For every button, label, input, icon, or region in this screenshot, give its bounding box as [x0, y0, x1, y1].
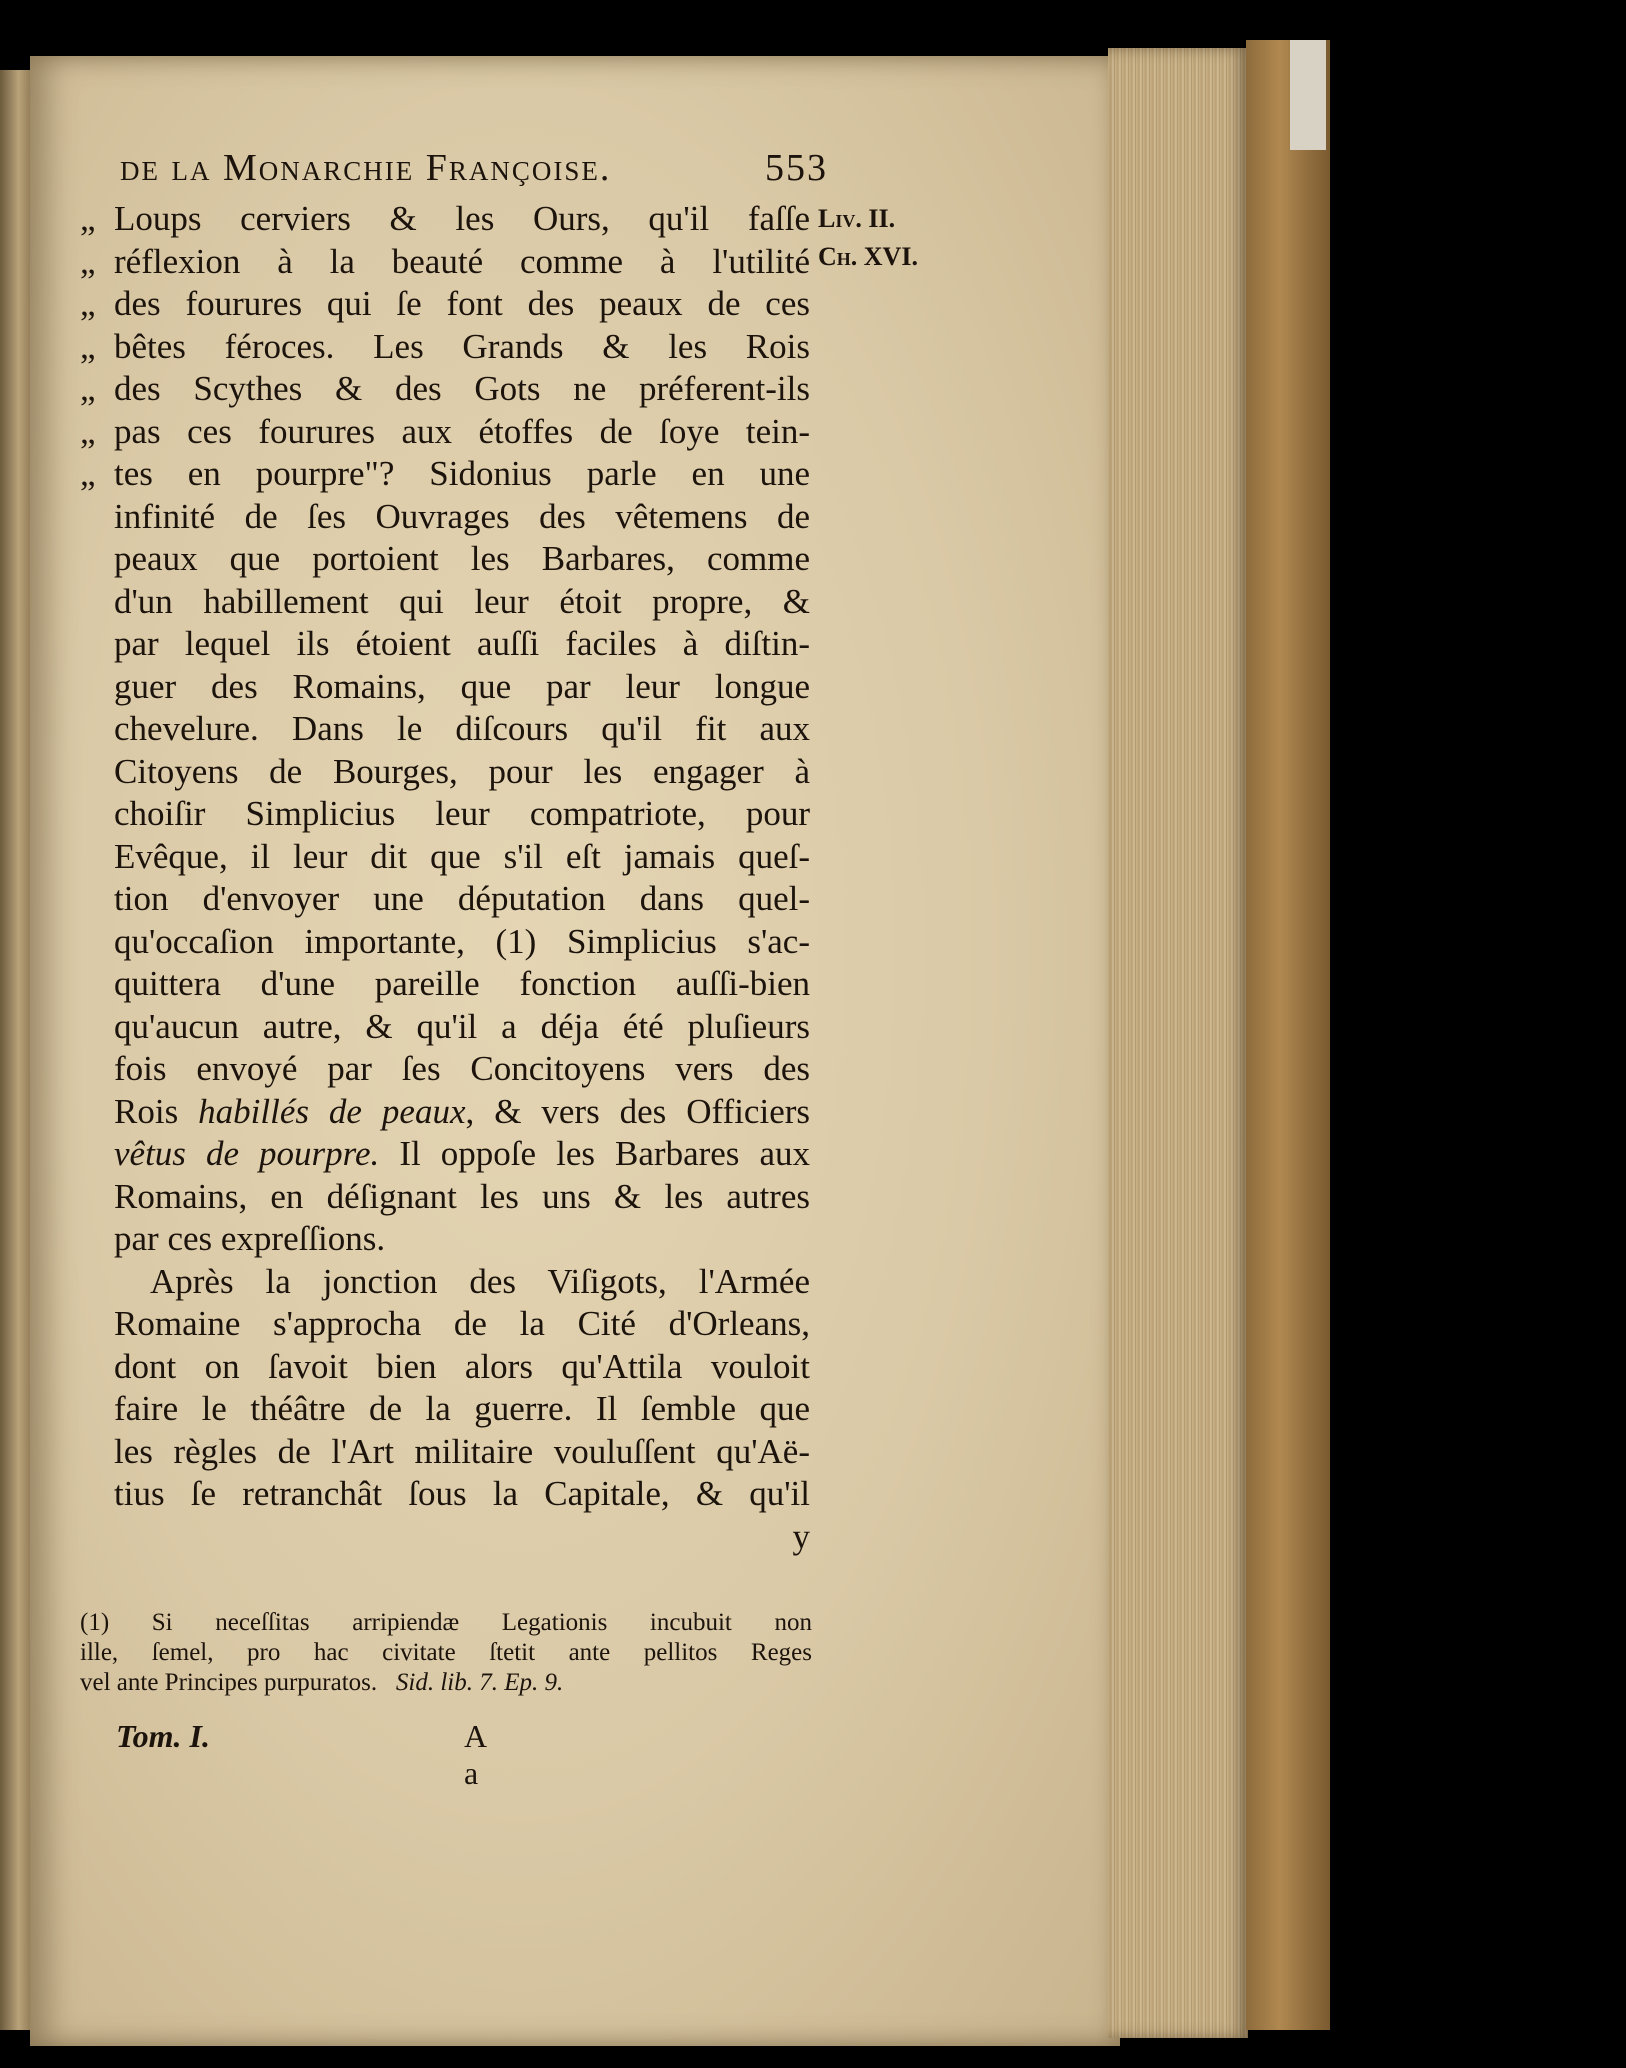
italic-phrase: habillés de peaux: [198, 1091, 466, 1131]
line-text-segment: Il oppoſe les Barbares aux: [379, 1134, 810, 1173]
quote-mark: [80, 538, 114, 581]
quote-mark: „: [80, 199, 96, 238]
text-line: [80, 1303, 810, 1346]
cover-tear: [1290, 40, 1326, 150]
text-line: [80, 496, 810, 539]
book-cover: [1246, 40, 1330, 2030]
footnote-reference: Sid. lib. 7. Ep. 9.: [395, 1669, 564, 1696]
line-text: guer des Romains, que par leur longue: [114, 666, 810, 706]
line-text: qu'occaſion importante, (1) Simplicius s'ac-: [114, 921, 810, 961]
line-text: dont on ſavoit bien alors qu'Attila vouloit: [114, 1346, 810, 1386]
line-text: des fourures qui ſe font des peaux de ces: [114, 284, 810, 323]
line-text: Romaine s'approcha de la Cité d'Orleans,: [114, 1304, 810, 1343]
footnote-text: vel ante Principes purpuratos.: [80, 1669, 378, 1696]
text-line: [80, 1431, 810, 1474]
text-line: [80, 198, 810, 241]
quote-mark: [80, 921, 114, 964]
quote-mark: [80, 1218, 114, 1261]
quote-mark: [80, 1431, 114, 1474]
line-text: pas ces fourures aux étoffes de ſoye tein-: [114, 411, 810, 451]
line-text: chevelure. Dans le diſcours qu'il fit aux: [114, 709, 810, 748]
line-text: Evêque, il leur dit que s'il eſt jamais queſ-: [114, 836, 810, 876]
line-text: par ces expreſſions.: [114, 1219, 386, 1258]
text-line: [80, 623, 810, 666]
quote-mark: „: [80, 284, 96, 323]
text-line: [80, 368, 810, 411]
line-text: [114, 1133, 810, 1176]
line-text: quittera d'une pareille fonction auſſi-bien: [114, 964, 810, 1003]
line-text: infinité de ſes Ouvrages des vêtemens de: [114, 496, 810, 536]
text-line: [80, 581, 810, 624]
quote-mark: [80, 581, 114, 624]
text-line: [80, 878, 810, 921]
text-line: [80, 1176, 810, 1219]
text-line: [80, 666, 810, 709]
text-line: [80, 1006, 810, 1049]
text-line: [80, 1516, 810, 1559]
line-text: les règles de l'Art militaire vouluſſent qu'Aë-: [114, 1431, 810, 1471]
text-line: [80, 241, 810, 284]
quote-mark: [80, 1091, 114, 1134]
quote-mark: [80, 836, 114, 879]
volume-mark: Tom. I.: [116, 1718, 210, 1754]
margin-note-chapter: Ch. XVI.: [818, 242, 918, 271]
text-line: [80, 453, 810, 496]
page-block-edges: [1108, 48, 1248, 2038]
line-text: peaux que portoient les Barbares, comme: [114, 539, 810, 578]
line-text: tius ſe retranchât ſous la Capitale, & qu'il: [114, 1474, 810, 1513]
body-text: [80, 198, 810, 1558]
line-text: des Scythes & des Gots ne préferent-ils: [114, 369, 810, 408]
text-line: [80, 793, 810, 836]
footnote-line: (1) Si neceſſitas arripiendæ Legationis incubuit non: [80, 1609, 812, 1636]
text-line: [80, 1048, 810, 1091]
margin-note: [818, 200, 918, 276]
line-text: d'un habillement qui leur étoit propre, &: [114, 581, 810, 621]
margin-note-book: Liv. II.: [818, 204, 896, 233]
signature-line: [116, 1718, 486, 1791]
text-line: [80, 963, 810, 1006]
text-line: [80, 708, 810, 751]
quote-mark: „: [80, 454, 96, 493]
line-text: Romains, en déſignant les uns & les autres: [114, 1176, 810, 1216]
quote-mark: [80, 666, 114, 709]
line-text: tion d'envoyer une députation dans quel-: [114, 879, 810, 918]
quote-mark: [80, 1048, 114, 1091]
text-line: [80, 836, 810, 879]
quote-mark: „: [80, 411, 96, 451]
text-line: [80, 283, 810, 326]
line-text: qu'aucun autre, & qu'il a déja été pluſieurs: [114, 1006, 810, 1046]
line-text: fois envoyé par ſes Concitoyens vers des: [114, 1049, 810, 1088]
quote-mark: [80, 496, 114, 539]
quote-mark: [80, 1261, 114, 1304]
facing-page-edge: [0, 70, 34, 2030]
line-text: par lequel ils étoient auſſi faciles à diſtin-: [114, 624, 810, 663]
line-text: Citoyens de Bourges, pour les engager à: [114, 751, 810, 791]
italic-phrase: vêtus de pourpre.: [114, 1134, 380, 1173]
line-text: Après la jonction des Viſigots, l'Armée: [150, 1261, 810, 1301]
quote-mark: [80, 623, 114, 666]
footnote-line: ille, ſemel, pro hac civitate ſtetit ante pellitos Reges: [80, 1639, 812, 1666]
page-number: 553: [765, 147, 828, 189]
text-line: [80, 751, 810, 794]
line-text: [114, 1091, 810, 1134]
text-line: [80, 1133, 810, 1176]
text-line: [80, 921, 810, 964]
text-line: [80, 1091, 810, 1134]
line-text: choiſir Simplicius leur compatriote, pour: [114, 794, 810, 833]
line-text-segment: , & vers des Officiers: [465, 1091, 810, 1131]
footnote-line: [80, 1668, 812, 1698]
quote-mark: [80, 878, 114, 921]
line-text: Loups cerviers & les Ours, qu'il faſſe: [114, 199, 810, 238]
quote-mark: [80, 1303, 114, 1346]
line-text: faire le théâtre de la guerre. Il ſemble que: [114, 1389, 810, 1428]
quote-mark: [80, 708, 114, 751]
quote-mark: [80, 1516, 114, 1559]
gathering-mark: A a: [464, 1718, 486, 1791]
text-line: [80, 1473, 810, 1516]
line-text: y: [792, 1516, 810, 1556]
text-line: [80, 1346, 810, 1389]
quote-mark: [80, 793, 114, 836]
quote-mark: „: [80, 369, 96, 408]
footnote: [80, 1608, 812, 1698]
line-text: bêtes féroces. Les Grands & les Rois: [114, 326, 810, 366]
text-line: [80, 538, 810, 581]
quote-mark: [80, 1006, 114, 1049]
text-line: [80, 1261, 810, 1304]
line-text: réflexion à la beauté comme à l'utilité: [114, 241, 810, 281]
line-text: tes en pourpre"? Sidonius parle en une: [114, 454, 810, 493]
quote-mark: „: [80, 326, 96, 366]
quote-mark: [80, 1176, 114, 1219]
quote-mark: [80, 1388, 114, 1431]
quote-mark: [80, 1133, 114, 1176]
text-line: [80, 1388, 810, 1431]
running-header: [120, 146, 828, 190]
quote-mark: [80, 1346, 114, 1389]
quote-mark: [80, 963, 114, 1006]
text-line: [80, 1218, 810, 1261]
running-title: de la Monarchie Françoise.: [120, 147, 612, 189]
text-line: [80, 326, 810, 369]
quote-mark: [80, 1473, 114, 1516]
line-text-segment: Rois: [114, 1091, 199, 1131]
quote-mark: „: [80, 241, 96, 281]
text-line: [80, 411, 810, 454]
quote-mark: [80, 751, 114, 794]
